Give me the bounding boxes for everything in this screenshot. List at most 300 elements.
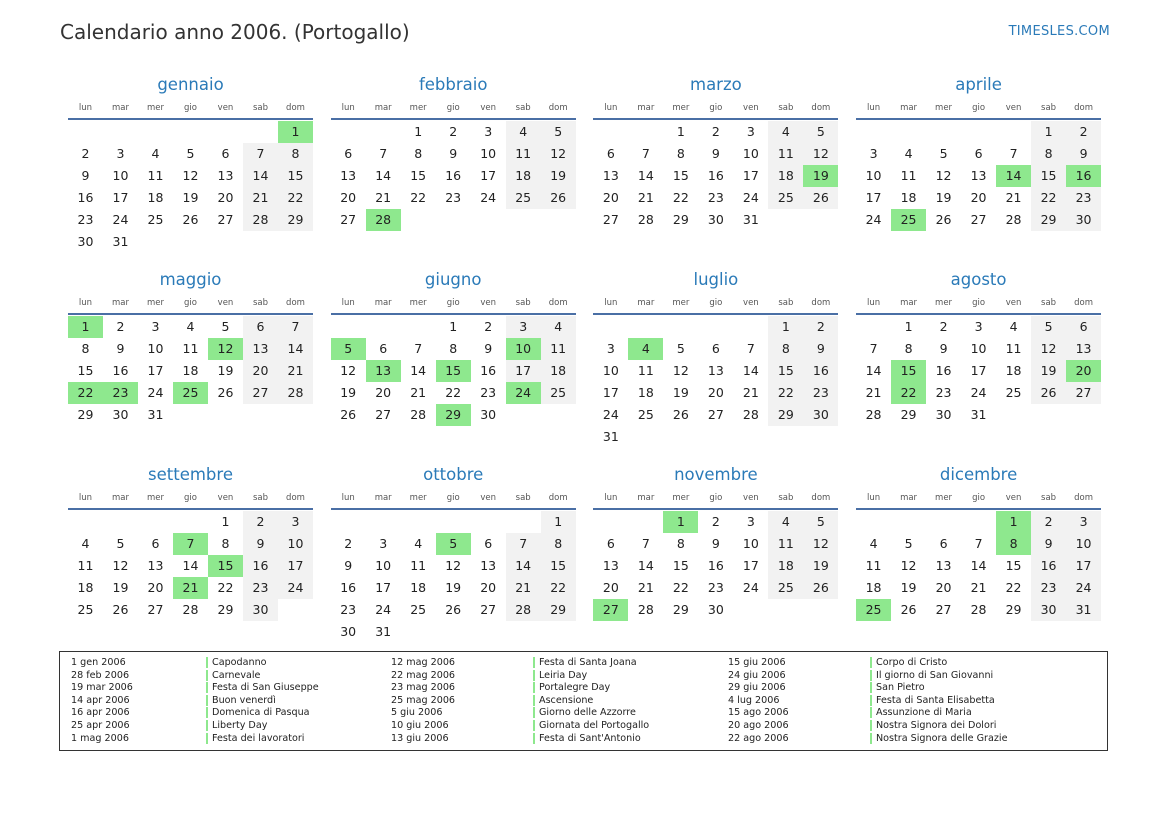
day-cell: 8 (904, 341, 913, 356)
day-cell: 9 (116, 341, 125, 356)
empty-cell (698, 316, 733, 338)
holiday-day-cell: 22 (891, 382, 926, 404)
day-cell: 3 (746, 514, 755, 529)
day-cell: 4 (81, 536, 90, 551)
weekday-header (331, 293, 576, 315)
month-name: maggio (159, 270, 222, 289)
weekday-label: lun (604, 493, 618, 503)
empty-cell (401, 316, 436, 338)
month-dicembre (856, 462, 1101, 657)
day-cell: 18 (506, 165, 541, 187)
empty-cell (366, 316, 401, 338)
day-cell: 12 (900, 558, 917, 573)
day-cell: 9 (1031, 533, 1066, 555)
weekday-label: mar (637, 493, 655, 503)
day-cell: 8 (541, 533, 576, 555)
legend-date: 10 giu 2006 (391, 719, 449, 731)
month-name: gennaio (157, 75, 224, 94)
day-cell: 15 (768, 360, 803, 382)
legend-date-column (71, 657, 133, 745)
weekday-label: ven (1005, 298, 1022, 308)
holiday-day-cell: 15 (891, 360, 926, 382)
day-cell: 27 (147, 602, 164, 617)
weekday-label: sab (252, 493, 269, 503)
day-cell: 6 (344, 146, 353, 161)
day-cell: 6 (1066, 316, 1101, 338)
empty-cell (436, 511, 471, 533)
day-cell: 17 (1066, 555, 1101, 577)
weekday-label: gio (709, 493, 723, 503)
day-cell: 20 (970, 190, 987, 205)
day-cell: 9 (711, 146, 720, 161)
day-cell: 11 (147, 168, 164, 183)
page-title: Calendario anno 2006. (Portogallo) (60, 20, 410, 44)
empty-cell (926, 121, 961, 143)
weekday-label: mer (146, 298, 164, 308)
legend-holiday-name: Capodanno (206, 657, 267, 668)
day-cell: 12 (672, 363, 689, 378)
day-cell: 23 (803, 382, 838, 404)
day-cell: 25 (541, 382, 576, 404)
legend-holiday-name: Leiria Day (533, 670, 587, 681)
legend-holiday-name: Giorno delle Azzorre (533, 707, 636, 718)
day-cell: 31 (602, 429, 619, 444)
day-cell: 26 (445, 602, 462, 617)
day-cell: 10 (112, 168, 129, 183)
day-grid (856, 316, 1101, 426)
day-cell: 16 (480, 363, 497, 378)
empty-cell (138, 511, 173, 533)
weekday-label: gio (709, 103, 723, 113)
day-cell: 20 (602, 580, 619, 595)
empty-cell (208, 121, 243, 143)
day-cell: 30 (340, 624, 357, 639)
day-cell: 9 (803, 338, 838, 360)
day-cell: 11 (1005, 341, 1022, 356)
day-cell: 22 (445, 385, 462, 400)
day-cell: 7 (1009, 146, 1018, 161)
day-cell: 11 (182, 341, 199, 356)
weekday-label: sab (515, 493, 531, 503)
empty-cell (103, 511, 138, 533)
day-cell: 31 (112, 234, 129, 249)
day-cell: 2 (81, 146, 90, 161)
day-cell: 2 (344, 536, 353, 551)
weekday-label: ven (217, 493, 234, 503)
weekday-label: gio (446, 298, 460, 308)
day-grid (856, 511, 1101, 621)
day-cell: 27 (243, 382, 278, 404)
month-name: novembre (674, 465, 758, 484)
day-cell: 22 (541, 577, 576, 599)
empty-cell (628, 511, 663, 533)
day-cell: 18 (77, 580, 94, 595)
empty-cell (628, 316, 663, 338)
month-name: giugno (424, 270, 482, 289)
day-cell: 8 (278, 143, 313, 165)
day-cell: 29 (900, 407, 917, 422)
weekday-label: ven (217, 103, 234, 113)
day-cell: 31 (742, 212, 759, 227)
day-cell: 30 (480, 407, 497, 422)
day-cell: 4 (869, 536, 878, 551)
day-cell: 14 (278, 338, 313, 360)
weekday-label: mer (146, 493, 164, 503)
day-cell: 7 (506, 533, 541, 555)
weekday-label: mer (672, 298, 690, 308)
day-cell: 1 (541, 511, 576, 533)
weekday-label: ven (743, 493, 759, 503)
day-cell: 13 (340, 168, 357, 183)
day-cell: 2 (711, 124, 720, 139)
month-name: febbraio (418, 75, 488, 94)
day-cell: 13 (935, 558, 952, 573)
weekday-label: mar (637, 103, 655, 113)
day-cell: 25 (637, 407, 654, 422)
day-cell: 14 (865, 363, 882, 378)
day-cell: 28 (243, 209, 278, 231)
day-cell: 12 (803, 533, 838, 555)
day-cell: 29 (217, 602, 234, 617)
empty-cell (593, 511, 628, 533)
weekday-header (68, 488, 313, 510)
day-cell: 17 (970, 363, 987, 378)
day-cell: 12 (541, 143, 576, 165)
holiday-day-cell: 1 (68, 316, 103, 338)
weekday-label: dom (548, 493, 568, 503)
holiday-day-cell: 1 (663, 511, 698, 533)
day-cell: 16 (112, 363, 129, 378)
weekday-label: ven (743, 298, 759, 308)
day-cell: 6 (606, 146, 615, 161)
weekday-label: gio (446, 103, 460, 113)
day-cell: 19 (1031, 360, 1066, 382)
day-cell: 5 (803, 121, 838, 143)
day-cell: 17 (480, 168, 497, 183)
day-cell: 14 (243, 165, 278, 187)
legend-date: 23 mag 2006 (391, 682, 456, 694)
day-cell: 14 (410, 363, 427, 378)
month-aprile (856, 72, 1101, 267)
empty-cell (331, 316, 366, 338)
day-cell: 3 (278, 511, 313, 533)
day-cell: 24 (112, 212, 129, 227)
day-cell: 21 (1005, 190, 1022, 205)
holiday-day-cell: 27 (593, 599, 628, 621)
weekday-label: mar (112, 298, 129, 308)
weekday-label: lun (341, 493, 355, 503)
day-grid (331, 121, 576, 231)
day-cell: 10 (480, 146, 497, 161)
legend-holiday-name: Assunzione di Maria (870, 707, 972, 718)
day-cell: 16 (707, 558, 724, 573)
weekday-label: mar (900, 298, 918, 308)
holiday-day-cell: 21 (173, 577, 208, 599)
day-cell: 27 (1066, 382, 1101, 404)
weekday-label: sab (515, 298, 531, 308)
day-cell: 24 (1066, 577, 1101, 599)
day-cell: 21 (970, 580, 987, 595)
weekday-header (856, 98, 1101, 120)
weekday-label: mar (112, 493, 129, 503)
day-cell: 24 (375, 602, 392, 617)
day-cell: 23 (1066, 187, 1101, 209)
day-cell: 5 (221, 319, 230, 334)
weekday-label: sab (1041, 493, 1057, 503)
day-cell: 3 (1066, 511, 1101, 533)
month-gennaio (68, 72, 313, 267)
day-cell: 7 (869, 341, 878, 356)
empty-cell (593, 121, 628, 143)
brand-link[interactable]: TIMESLES.COM (1008, 24, 1110, 39)
day-cell: 8 (1031, 143, 1066, 165)
day-cell: 6 (484, 536, 493, 551)
day-cell: 26 (182, 212, 199, 227)
day-grid (331, 316, 576, 426)
day-cell: 8 (221, 536, 230, 551)
day-cell: 7 (278, 316, 313, 338)
day-cell: 10 (375, 558, 392, 573)
day-cell: 10 (970, 341, 987, 356)
month-febbraio (331, 72, 576, 267)
weekday-label: sab (252, 103, 269, 113)
day-cell: 3 (379, 536, 388, 551)
day-cell: 27 (602, 212, 619, 227)
day-cell: 7 (379, 146, 388, 161)
day-cell: 16 (1031, 555, 1066, 577)
day-cell: 15 (1031, 165, 1066, 187)
day-cell: 3 (974, 319, 983, 334)
weekday-label: mer (672, 103, 690, 113)
day-cell: 22 (410, 190, 427, 205)
legend-name-column (206, 657, 319, 745)
day-cell: 20 (935, 580, 952, 595)
weekday-label: ven (1005, 103, 1022, 113)
weekday-label: gio (709, 298, 723, 308)
day-cell: 20 (217, 190, 234, 205)
day-cell: 13 (217, 168, 234, 183)
day-cell: 15 (672, 168, 689, 183)
day-cell: 20 (340, 190, 357, 205)
day-cell: 5 (939, 146, 948, 161)
day-cell: 3 (116, 146, 125, 161)
day-cell: 2 (484, 319, 493, 334)
day-cell: 10 (1066, 533, 1101, 555)
day-cell: 9 (243, 533, 278, 555)
day-cell: 19 (340, 385, 357, 400)
weekday-label: dom (286, 103, 305, 113)
weekday-label: gio (184, 298, 197, 308)
day-cell: 26 (217, 385, 234, 400)
day-cell: 9 (484, 341, 493, 356)
day-cell: 15 (672, 558, 689, 573)
day-cell: 29 (1031, 209, 1066, 231)
legend-holiday-name: Festa dei lavoratori (206, 733, 304, 744)
day-cell: 3 (151, 319, 160, 334)
day-cell: 2 (1066, 121, 1101, 143)
holiday-day-cell: 4 (628, 338, 663, 360)
holiday-day-cell: 20 (1066, 360, 1101, 382)
day-cell: 3 (869, 146, 878, 161)
weekday-label: mer (935, 493, 953, 503)
day-grid (68, 316, 313, 426)
day-cell: 10 (742, 536, 759, 551)
day-cell: 9 (344, 558, 353, 573)
holiday-day-cell: 25 (173, 382, 208, 404)
weekday-label: gio (972, 298, 986, 308)
day-cell: 26 (1031, 382, 1066, 404)
day-cell: 7 (641, 536, 650, 551)
holiday-day-cell: 15 (208, 555, 243, 577)
day-cell: 12 (935, 168, 952, 183)
day-cell: 21 (410, 385, 427, 400)
weekday-label: ven (217, 298, 234, 308)
day-cell: 10 (147, 341, 164, 356)
day-cell: 23 (480, 385, 497, 400)
day-cell: 3 (484, 124, 493, 139)
day-cell: 17 (602, 385, 619, 400)
day-cell: 1 (768, 316, 803, 338)
legend-date: 5 giu 2006 (391, 707, 443, 719)
day-grid (331, 511, 576, 643)
day-cell: 27 (217, 212, 234, 227)
day-cell: 15 (541, 555, 576, 577)
day-cell: 26 (672, 407, 689, 422)
day-cell: 18 (637, 385, 654, 400)
day-cell: 27 (935, 602, 952, 617)
day-cell: 31 (970, 407, 987, 422)
day-cell: 12 (182, 168, 199, 183)
empty-cell (628, 121, 663, 143)
weekday-label: dom (1074, 103, 1093, 113)
empty-cell (733, 316, 768, 338)
legend-date-column (391, 657, 455, 745)
weekday-label: ven (1005, 493, 1022, 503)
holiday-day-cell: 14 (996, 165, 1031, 187)
day-cell: 24 (480, 190, 497, 205)
day-cell: 30 (243, 599, 278, 621)
day-cell: 7 (974, 536, 983, 551)
day-cell: 12 (1031, 338, 1066, 360)
empty-cell (68, 511, 103, 533)
day-cell: 21 (637, 190, 654, 205)
empty-cell (926, 511, 961, 533)
empty-cell (138, 121, 173, 143)
weekday-label: sab (1041, 298, 1057, 308)
day-cell: 26 (803, 187, 838, 209)
legend-holiday-name: Il giorno di San Giovanni (870, 670, 993, 681)
day-cell: 11 (410, 558, 427, 573)
day-cell: 29 (672, 602, 689, 617)
weekday-label: ven (480, 298, 497, 308)
month-novembre (593, 462, 838, 657)
day-cell: 18 (1005, 363, 1022, 378)
day-cell: 20 (243, 360, 278, 382)
empty-cell (366, 511, 401, 533)
day-cell: 7 (746, 341, 755, 356)
day-cell: 30 (707, 212, 724, 227)
day-cell: 20 (707, 385, 724, 400)
weekday-label: sab (778, 493, 794, 503)
day-cell: 5 (541, 121, 576, 143)
day-cell: 25 (1005, 385, 1022, 400)
holiday-day-cell: 15 (436, 360, 471, 382)
day-cell: 19 (900, 580, 917, 595)
day-cell: 23 (707, 190, 724, 205)
day-cell: 24 (970, 385, 987, 400)
empty-cell (856, 511, 891, 533)
weekday-label: mer (672, 493, 690, 503)
day-cell: 19 (217, 363, 234, 378)
empty-cell (891, 511, 926, 533)
day-cell: 26 (541, 187, 576, 209)
holiday-day-cell: 7 (173, 533, 208, 555)
day-cell: 24 (865, 212, 882, 227)
day-cell: 17 (147, 363, 164, 378)
day-cell: 29 (768, 404, 803, 426)
day-cell: 11 (506, 143, 541, 165)
day-cell: 17 (375, 580, 392, 595)
day-cell: 2 (449, 124, 458, 139)
day-cell: 13 (147, 558, 164, 573)
legend-date: 19 mar 2006 (71, 682, 133, 694)
day-cell: 10 (742, 146, 759, 161)
empty-cell (173, 121, 208, 143)
day-cell: 8 (449, 341, 458, 356)
holiday-day-cell: 19 (803, 165, 838, 187)
holiday-day-cell: 5 (436, 533, 471, 555)
legend-holiday-name: Buon venerdì (206, 695, 276, 706)
day-cell: 6 (939, 536, 948, 551)
day-cell: 1 (221, 514, 230, 529)
month-settembre (68, 462, 313, 657)
empty-cell (961, 121, 996, 143)
holiday-day-cell: 25 (891, 209, 926, 231)
day-cell: 4 (541, 316, 576, 338)
legend-holiday-name: Carnevale (206, 670, 260, 681)
day-cell: 13 (1066, 338, 1101, 360)
day-cell: 1 (449, 319, 458, 334)
day-cell: 14 (637, 168, 654, 183)
day-cell: 21 (243, 187, 278, 209)
day-cell: 6 (379, 341, 388, 356)
day-cell: 24 (147, 385, 164, 400)
weekday-label: mar (374, 493, 392, 503)
day-cell: 30 (112, 407, 129, 422)
weekday-label: dom (811, 103, 831, 113)
day-cell: 12 (112, 558, 129, 573)
day-cell: 6 (243, 316, 278, 338)
day-cell: 5 (186, 146, 195, 161)
weekday-label: gio (184, 103, 197, 113)
day-cell: 19 (182, 190, 199, 205)
day-cell: 18 (410, 580, 427, 595)
legend-name-column (870, 657, 1007, 745)
day-cell: 25 (768, 187, 803, 209)
day-cell: 19 (803, 555, 838, 577)
day-cell: 13 (602, 558, 619, 573)
day-cell: 14 (637, 558, 654, 573)
empty-cell (593, 316, 628, 338)
holiday-day-cell: 29 (436, 404, 471, 426)
day-cell: 29 (77, 407, 94, 422)
weekday-label: ven (480, 493, 497, 503)
weekday-header (593, 488, 838, 510)
month-name: ottobre (423, 465, 484, 484)
day-cell: 18 (147, 190, 164, 205)
day-cell: 23 (243, 577, 278, 599)
legend-date: 28 feb 2006 (71, 669, 130, 681)
